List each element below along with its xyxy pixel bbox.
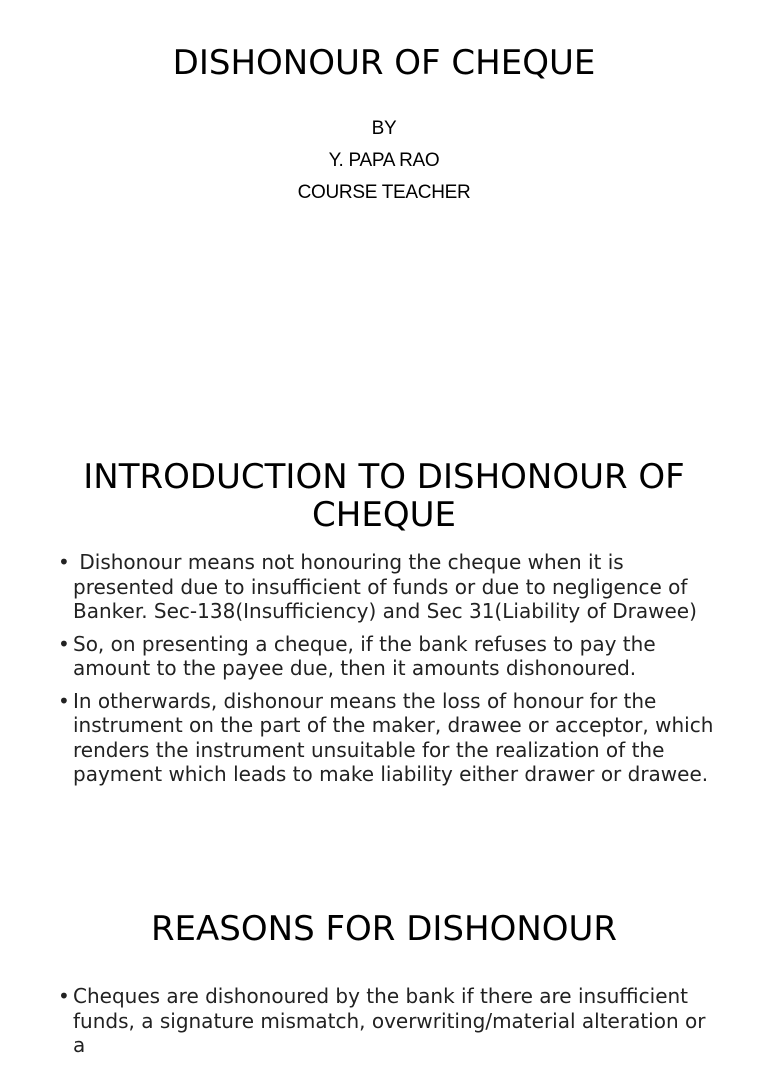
bullet-text: So, on presenting a cheque, if the bank refuses to pay the amount to the payee due, then it amounts dishonoured. xyxy=(73,631,656,680)
slide-title: DISHONOUR OF CHEQUE xyxy=(172,43,596,83)
bullet-icon: • xyxy=(58,550,70,574)
reasons-slide xyxy=(0,909,768,1057)
bullet-icon: • xyxy=(58,984,70,1008)
title-slide xyxy=(0,0,768,400)
subtitle-role: COURSE TEACHER xyxy=(297,182,471,203)
slide-title xyxy=(0,458,768,534)
bullet-text: Dishonour means not honouring the cheque when it is presented due to insufficient of funds or due to negligence of Banker. Sec-138(Insufficiency) and Sec 31(Liability of Drawee) xyxy=(73,550,697,623)
slide-title-line2: CHEQUE xyxy=(312,495,456,535)
list-item xyxy=(58,550,718,624)
subtitle-author: Y. PAPA RAO xyxy=(328,150,440,171)
slide-title: REASONS FOR DISHONOUR xyxy=(150,909,618,949)
bullet-text: Cheques are dishonoured by the bank if there are insufficient funds, a signature mismatch, overwriting/material alteration or a xyxy=(73,984,706,1057)
author-block xyxy=(0,113,768,209)
slide-title-line1: INTRODUCTION TO DISHONOUR OF xyxy=(83,457,685,497)
list-item xyxy=(58,984,718,1058)
bullet-text: In otherwards, dishonour means the loss of honour for the instrument on the part of the maker, drawee or acceptor, which renders the instrument unsuitable for the realization of the payment which leads to make liability either drawer or drawee. xyxy=(73,688,714,786)
introduction-slide xyxy=(0,458,768,858)
subtitle-by: BY xyxy=(371,118,397,139)
list-item xyxy=(58,689,718,787)
list-item xyxy=(58,632,718,681)
bullet-icon: • xyxy=(58,688,70,713)
bullet-list xyxy=(0,984,768,1066)
bullet-list xyxy=(0,550,768,795)
bullet-icon: • xyxy=(58,631,70,656)
